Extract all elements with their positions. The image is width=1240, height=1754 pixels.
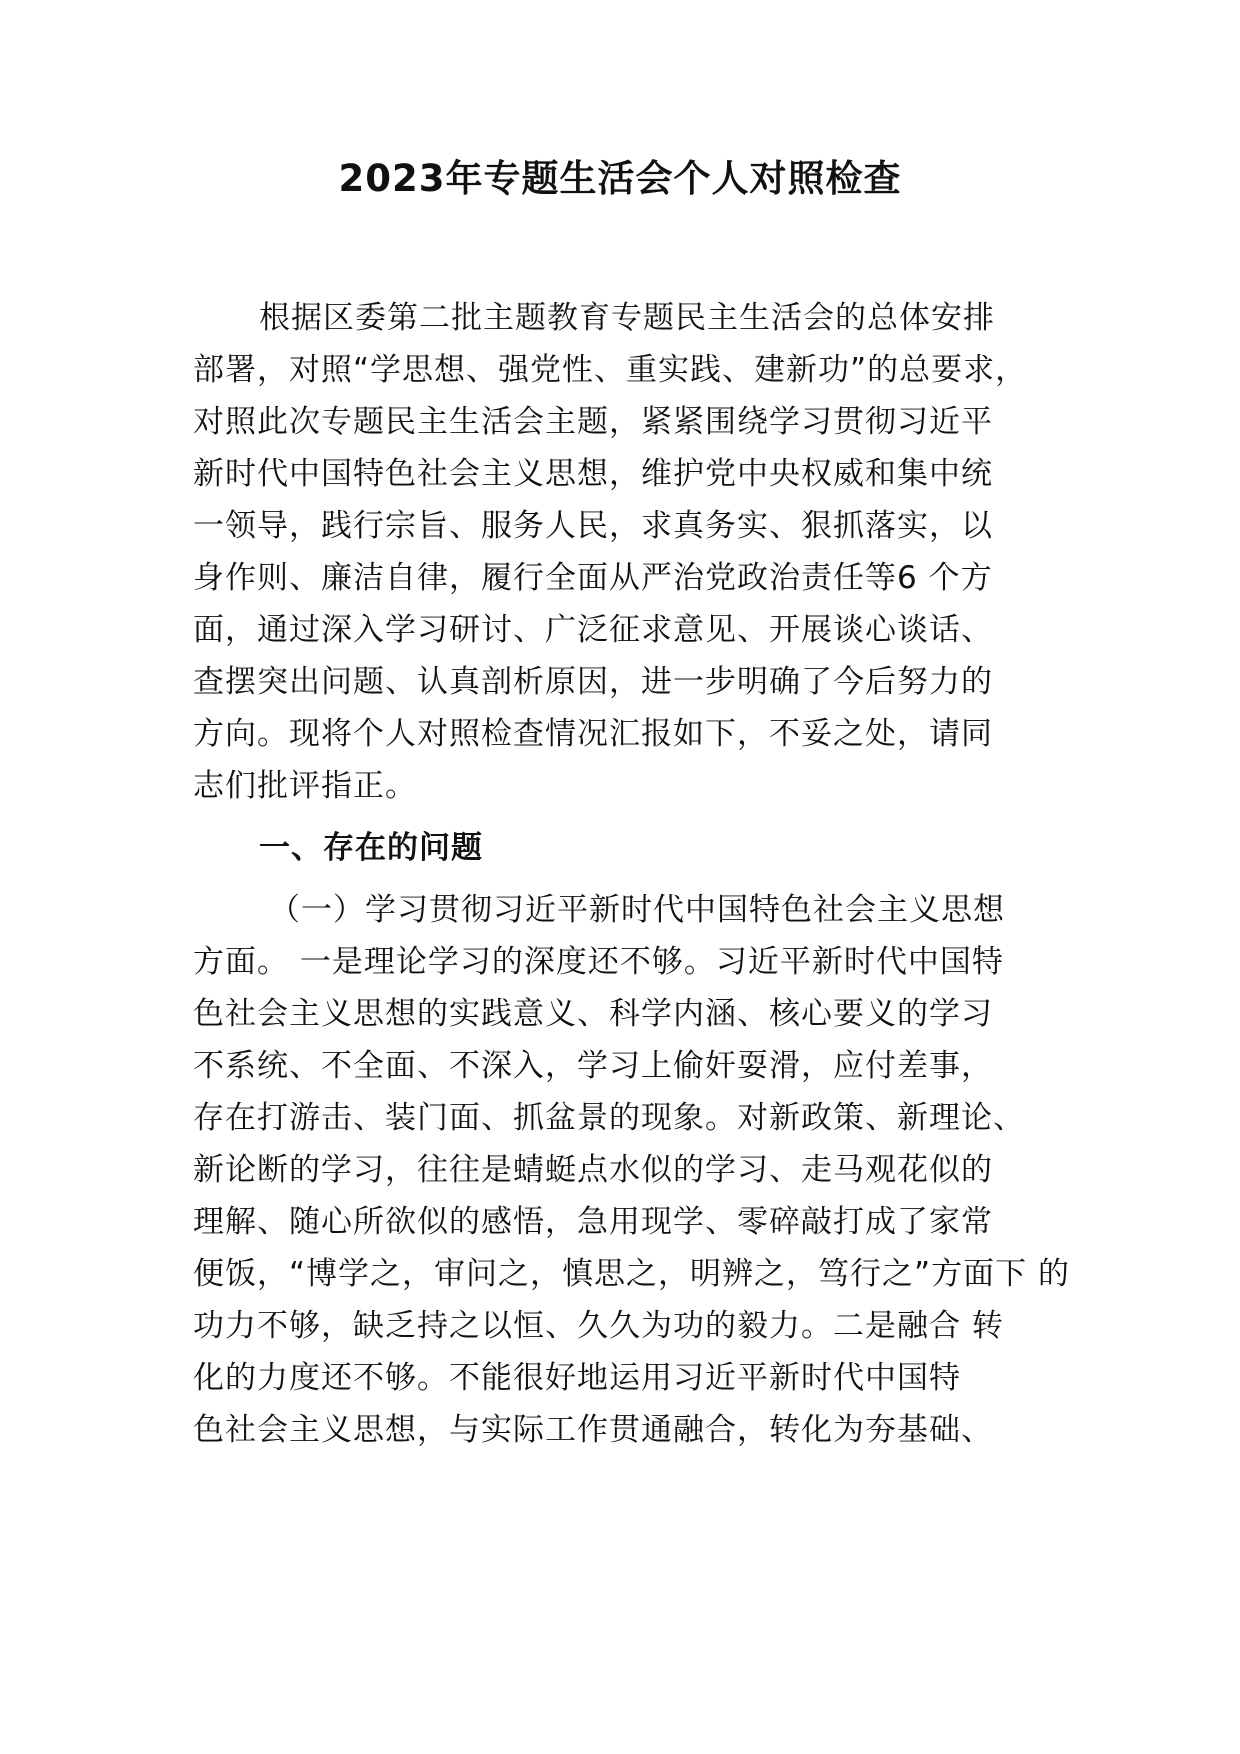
section-heading: 一、存在的问题: [259, 830, 483, 866]
paragraph-line: 不系统、不全面、不深入，学习上偷奸耍滑，应付差事，: [193, 1048, 993, 1084]
document-body: [193, 292, 1093, 1456]
paragraph-line: 色社会主义思想，与实际工作贯通融合，转化为夯基础、: [193, 1412, 993, 1448]
paragraph-line: 新论断的学习，往往是蜻蜓点水似的学习、走马观花似的: [193, 1152, 993, 1188]
paragraph-line: 部署，对照“学思想、强党性、重实践、建新功”的总要求，: [193, 352, 1028, 388]
paragraph-line: 色社会主义思想的实践意义、科学内涵、核心要义的学习: [193, 996, 993, 1032]
paragraph-line: 化的力度还不够。不能很好地运用习近平新时代中国特: [193, 1360, 961, 1396]
paragraph-line: 方向。现将个人对照检查情况汇报如下，不妥之处，请同: [193, 716, 993, 752]
document-title: 2023年专题生活会个人对照检查: [338, 157, 902, 200]
spacer: [193, 812, 1093, 822]
paragraph-line: 存在打游击、装门面、抓盆景的现象。对新政策、新理论、: [193, 1100, 1025, 1136]
paragraph-line: 查摆突出问题、认真剖析原因，进一步明确了今后努力的: [193, 664, 993, 700]
paragraph-line: 理解、随心所欲似的感悟，急用现学、零碎敲打成了家常: [193, 1204, 993, 1240]
paragraph-line: 一领导，践行宗旨、服务人民，求真务实、狠抓落实，以: [193, 508, 993, 544]
paragraph-line: 面，通过深入学习研讨、广泛征求意见、开展谈心谈话、: [193, 612, 993, 648]
paragraph-line: 志们批评指正。: [193, 768, 417, 804]
paragraph-line: 对照此次专题民主生活会主题，紧紧围绕学习贯彻习近平: [193, 404, 993, 440]
paragraph-line: 方面。 一是理论学习的深度还不够。习近平新时代中国特: [193, 944, 1004, 980]
paragraph-line: 便饭，“博学之，审问之，慎思之，明辨之，笃行之”方面下 的: [193, 1256, 1070, 1292]
spacer: [193, 874, 1093, 884]
paragraph-line: （一）学习贯彻习近平新时代中国特色社会主义思想: [269, 892, 1005, 928]
paragraph-line: 身作则、廉洁自律，履行全面从严治党政治责任等6 个方: [193, 560, 993, 596]
paragraph-line: 功力不够，缺乏持之以恒、久久为功的毅力。二是融合 转: [193, 1308, 1004, 1344]
paragraph-line: 根据区委第二批主题教育专题民主生活会的总体安排: [259, 300, 995, 336]
paragraph-line: 新时代中国特色社会主义思想，维护党中央权威和集中统: [193, 456, 993, 492]
